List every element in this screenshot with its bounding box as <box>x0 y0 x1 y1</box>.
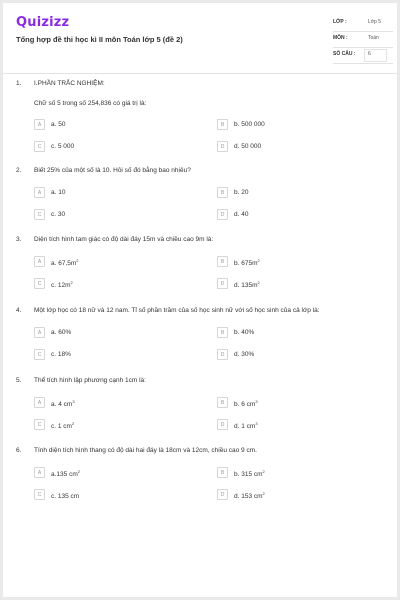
meta-key: LỚP : <box>333 19 347 25</box>
option-text: d. 1 $cm^3$ <box>234 421 258 430</box>
option-letter: B <box>217 187 228 198</box>
option-text: a. 60% <box>51 329 72 336</box>
option-text: d. 30% <box>234 351 255 358</box>
option-letter: A <box>34 187 45 198</box>
worksheet-page <box>3 3 397 597</box>
option-text: b. 315 $cm^2$ <box>234 469 265 478</box>
option-letter: B <box>217 119 228 130</box>
option-letter: A <box>34 327 45 338</box>
option-text: c. 30 <box>51 211 66 218</box>
option-letter: B <box>217 397 228 408</box>
meta-value: Toán <box>368 35 379 41</box>
option-text: b. 40% <box>234 329 255 336</box>
option-text: a. 50 <box>51 121 66 128</box>
question-number: 5. <box>16 377 22 384</box>
option-text: d. 50 000 <box>234 143 262 150</box>
option-text: c. 5 000 <box>51 143 75 150</box>
option-text: c. $12m^2$ <box>51 280 73 289</box>
option-text: d. $135m^2$ <box>234 280 260 289</box>
question-text: Biết 25% của một số là 10. Hỏi số đó bằng bao nhiêu? <box>34 167 191 174</box>
question-text: Tính diện tích hình thang có độ dài hai đáy là 18cm và 12cm, chiều cao 9 cm. <box>34 447 257 454</box>
option-text: b. $675m^2$ <box>234 258 260 267</box>
meta-value: Lớp 5 <box>368 19 382 25</box>
header-divider <box>3 73 397 74</box>
option-letter: C <box>34 209 45 220</box>
option-letter: C <box>34 141 45 152</box>
option-letter: A <box>34 467 45 478</box>
option-letter: D <box>217 141 228 152</box>
option-text: a. $67,5m^2$ <box>51 258 79 267</box>
option-letter: C <box>34 349 45 360</box>
option-text: a. 4 $cm^3$ <box>51 399 75 408</box>
option-letter: D <box>217 419 228 430</box>
meta-row-count <box>333 48 393 64</box>
option-text: a. 10 <box>51 189 66 196</box>
option-text: c. 1 $cm^2$ <box>51 421 75 430</box>
question-text: Chữ số 5 trong số 254,836 có giá trị là: <box>34 100 147 107</box>
worksheet-meta <box>333 16 393 64</box>
option-text: d. 153 $cm^2$ <box>234 491 265 500</box>
option-text: a.135 $cm^2$ <box>51 469 80 478</box>
option-text: b. 6 $cm^3$ <box>234 399 258 408</box>
question-text: Một lớp học có 18 nữ và 12 nam. Tỉ số phần trăm của số học sinh nữ với số học sinh của cả lớp là: <box>34 307 320 314</box>
option-letter: D <box>217 349 228 360</box>
option-text: c. 135 cm <box>51 493 80 500</box>
option-text: b. 500 000 <box>234 121 265 128</box>
option-text: b. 20 <box>234 189 249 196</box>
question-number: 6. <box>16 447 22 454</box>
option-letter: D <box>217 489 228 500</box>
meta-key: MÔN : <box>333 35 348 41</box>
option-letter: B <box>217 467 228 478</box>
option-letter: A <box>34 119 45 130</box>
option-letter: C <box>34 419 45 430</box>
question-heading: I.PHẦN TRẮC NGHIỆM: <box>34 80 105 87</box>
meta-value: 6 <box>368 51 371 57</box>
option-letter: C <box>34 278 45 289</box>
option-letter: B <box>217 256 228 267</box>
option-text: c. 18% <box>51 351 71 358</box>
option-letter: A <box>34 397 45 408</box>
option-text: d. 40 <box>234 211 249 218</box>
question-number: 2. <box>16 167 22 174</box>
option-letter: B <box>217 327 228 338</box>
question-text: Diện tích hình tam giác có độ dài đáy 15m và chiều cao 9m là: <box>34 236 214 243</box>
worksheet-title: Tổng hợp đề thi học kì II môn Toán lớp 5 (đề 2) <box>16 35 183 44</box>
option-letter: D <box>217 278 228 289</box>
option-letter: C <box>34 489 45 500</box>
meta-row-class <box>333 16 393 32</box>
option-letter: D <box>217 209 228 220</box>
worksheet-header <box>3 3 397 73</box>
question-number: 4. <box>16 307 22 314</box>
question-number: 1. <box>16 80 22 87</box>
question-text: Thể tích hình lập phương cạnh 1cm là: <box>34 377 146 384</box>
option-letter: A <box>34 256 45 267</box>
question-number: 3. <box>16 236 22 243</box>
quizizz-logo: Quizizz <box>16 15 70 30</box>
meta-row-subject <box>333 32 393 48</box>
meta-key: SỐ CÂU : <box>333 51 356 57</box>
